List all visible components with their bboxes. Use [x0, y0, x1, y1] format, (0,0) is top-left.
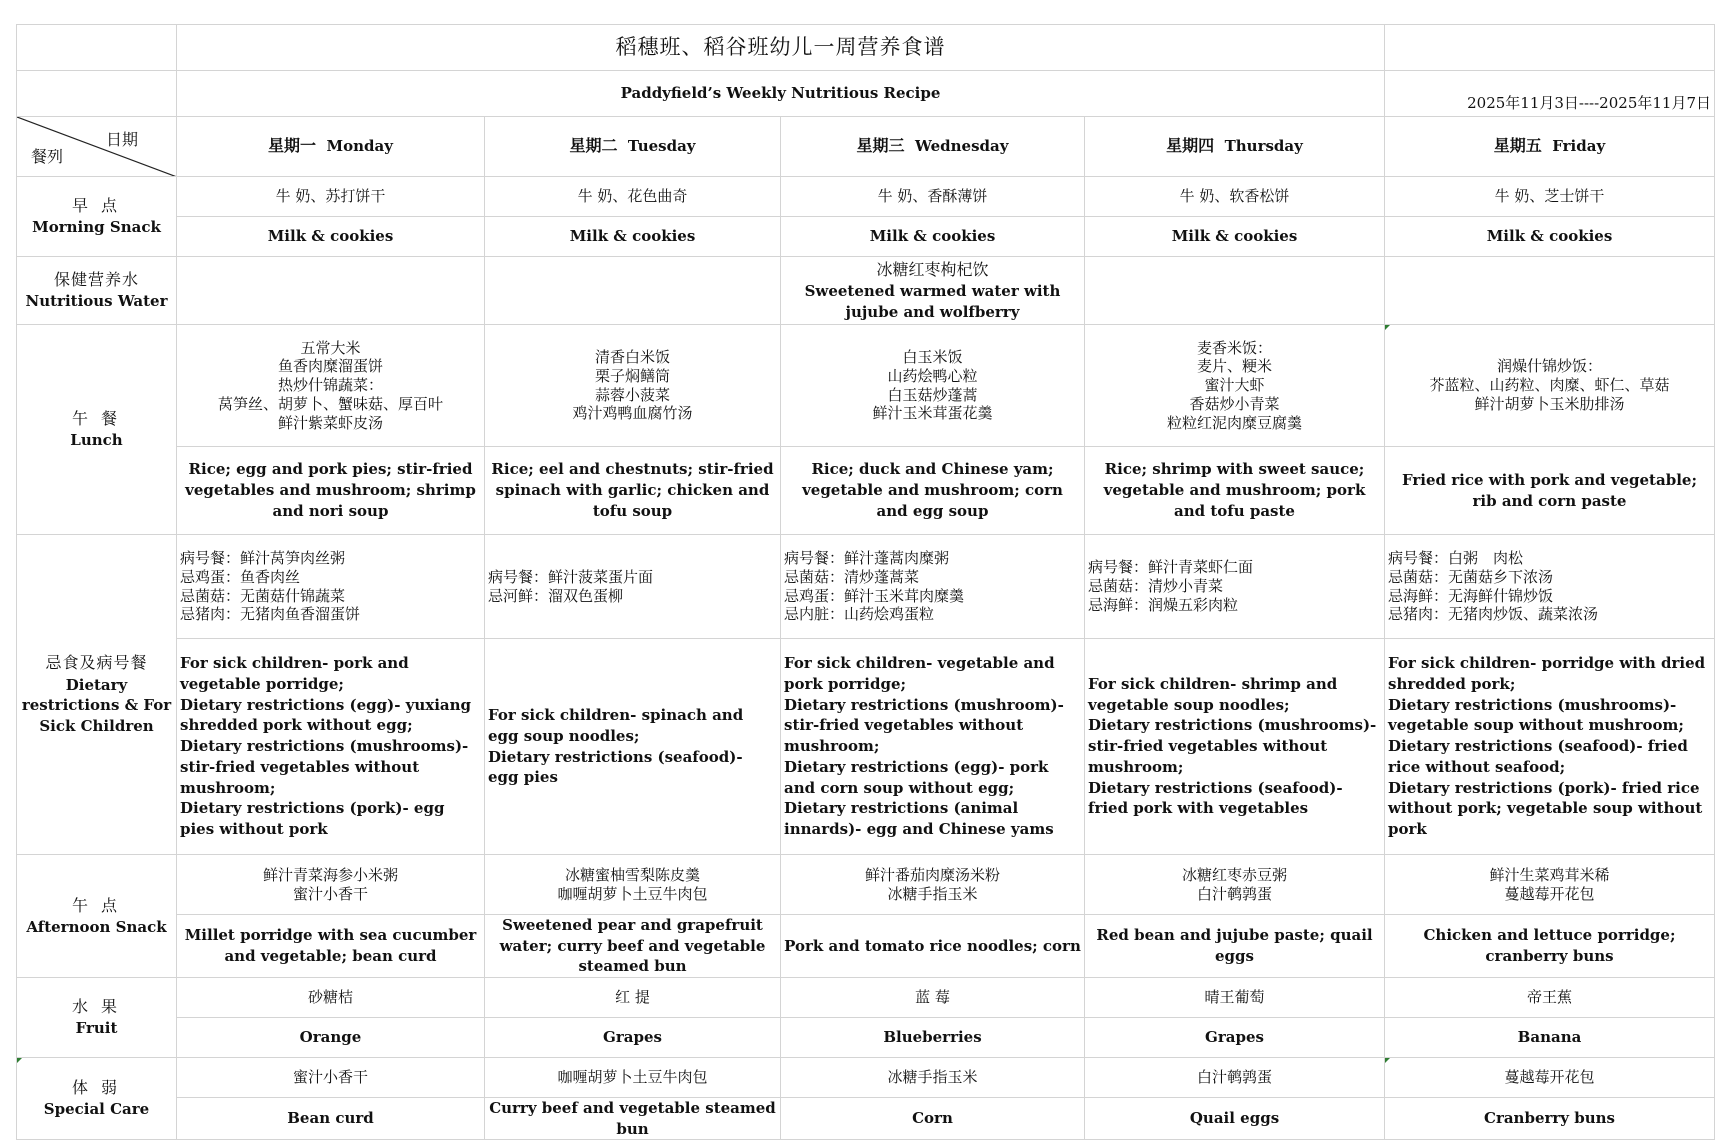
fruit-en-wed: Blueberries — [781, 1018, 1085, 1058]
afternoon-en-thu: Red bean and jujube paste; quail eggs — [1085, 915, 1385, 978]
fruit-en-mon: Orange — [177, 1018, 485, 1058]
meal-label-lunch — [17, 325, 177, 535]
morning-cn-fri: 牛 奶、芝士饼干 — [1385, 177, 1715, 217]
day-header-monday — [177, 117, 485, 177]
water-mon — [177, 257, 485, 325]
fruit-cn-fri: 帝王蕉 — [1385, 978, 1715, 1018]
morning-cn-wed: 牛 奶、香酥薄饼 — [781, 177, 1085, 217]
special-cn-tue: 咖喱胡萝卜土豆牛肉包 — [485, 1058, 781, 1098]
day-en: Tuesday — [627, 137, 696, 156]
lunch-cn-mon: 五常大米 鱼香肉糜溜蛋饼 热炒什锦蔬菜： 莴笋丝、胡萝卜、蟹味菇、厚百叶 鲜汁紫菜虾皮汤 — [177, 325, 485, 447]
morning-en-mon: Milk & cookies — [177, 217, 485, 257]
blank-cell — [17, 25, 177, 71]
title-chinese: 稻穗班、稻谷班幼儿一周营养食谱 — [177, 25, 1385, 71]
fruit-en-tue: Grapes — [485, 1018, 781, 1058]
weekly-menu-table — [16, 24, 1715, 1140]
lunch-en-mon: Rice; egg and pork pies; stir-fried vegetables and mushroom; shrimp and nori soup — [177, 447, 485, 535]
day-en: Wednesday — [914, 137, 1009, 156]
day-cn: 星期二 — [569, 136, 618, 156]
water-tue — [485, 257, 781, 325]
lunch-en-thu: Rice; shrimp with sweet sauce; vegetable and mushroom; pork and tofu paste — [1085, 447, 1385, 535]
meal-en: Afternoon Snack — [26, 917, 167, 936]
dietary-en-mon: For sick children- pork and vegetable porridge; Dietary restrictions (egg)- yuxiang shredded pork without egg; Dietary restrictions (mushrooms)-stir-fried vegetables without mushroom; Dietary restrictions (pork)- egg pies without pork — [177, 639, 485, 855]
fruit-cn-wed: 蓝 莓 — [781, 978, 1085, 1018]
lunch-cn-tue: 清香白米饭 栗子焖鳝筒 蒜蓉小菠菜 鸡汁鸡鸭血腐竹汤 — [485, 325, 781, 447]
afternoon-en-fri: Chicken and lettuce porridge; cranberry buns — [1385, 915, 1715, 978]
day-cn: 星期一 — [268, 136, 317, 156]
meal-en: Fruit — [75, 1019, 118, 1038]
meal-label-morning-snack — [17, 177, 177, 257]
day-header-wednesday — [781, 117, 1085, 177]
day-en: Thursday — [1224, 137, 1303, 156]
day-header-tuesday — [485, 117, 781, 177]
water-fri — [1385, 257, 1715, 325]
water-thu — [1085, 257, 1385, 325]
meal-cn: 保健营养水 — [53, 270, 139, 290]
fruit-cn-tue: 红 提 — [485, 978, 781, 1018]
meal-en: Dietary restrictions & For Sick Children — [21, 675, 172, 735]
day-en: Friday — [1552, 137, 1606, 156]
meal-label-special-care — [17, 1058, 177, 1140]
special-cn-fri: 蔓越莓开花包 — [1385, 1058, 1715, 1098]
special-en-mon: Bean curd — [177, 1098, 485, 1140]
morning-cn-thu: 牛 奶、软香松饼 — [1085, 177, 1385, 217]
afternoon-en-tue: Sweetened pear and grapefruit water; curry beef and vegetable steamed bun — [485, 915, 781, 978]
special-cn-thu: 白汁鹌鹑蛋 — [1085, 1058, 1385, 1098]
blank-cell — [17, 71, 177, 117]
blank-cell — [1385, 25, 1715, 71]
dietary-cn-tue: 病号餐：鲜汁菠菜蛋片面 忌河鲜：溜双色蛋柳 — [485, 535, 781, 639]
meal-en: Morning Snack — [32, 218, 161, 237]
fruit-cn-thu: 晴王葡萄 — [1085, 978, 1385, 1018]
morning-en-wed: Milk & cookies — [781, 217, 1085, 257]
header-corner-cell — [17, 117, 177, 177]
special-en-thu: Quail eggs — [1085, 1098, 1385, 1140]
dietary-cn-fri: 病号餐：白粥 肉松 忌菌菇：无菌菇乡下浓汤 忌海鲜：无海鲜什锦炒饭 忌猪肉：无猪肉炒饭、蔬菜浓汤 — [1385, 535, 1715, 639]
afternoon-cn-mon: 鲜汁青菜海参小米粥 蜜汁小香干 — [177, 855, 485, 915]
fruit-en-fri: Banana — [1385, 1018, 1715, 1058]
morning-en-tue: Milk & cookies — [485, 217, 781, 257]
lunch-cn-thu: 麦香米饭： 麦片、粳米 蜜汁大虾 香菇炒小青菜 粒粒红泥肉糜豆腐羹 — [1085, 325, 1385, 447]
afternoon-cn-thu: 冰糖红枣赤豆粥 白汁鹌鹑蛋 — [1085, 855, 1385, 915]
afternoon-cn-wed: 鲜汁番茄肉糜汤米粉 冰糖手指玉米 — [781, 855, 1085, 915]
meal-label-nutritious-water — [17, 257, 177, 325]
special-cn-wed: 冰糖手指玉米 — [781, 1058, 1085, 1098]
meal-en: Nutritious Water — [25, 292, 168, 311]
afternoon-cn-tue: 冰糖蜜柚雪梨陈皮羹 咖喱胡萝卜土豆牛肉包 — [485, 855, 781, 915]
dietary-en-wed: For sick children- vegetable and pork porridge; Dietary restrictions (mushroom)- stir-fried vegetables without mushroom; Dietary restrictions (egg)- pork and corn soup without egg; Dietary restrictions (animal innards)- egg and Chinese yams — [781, 639, 1085, 855]
fruit-cn-mon: 砂糖桔 — [177, 978, 485, 1018]
meal-label-dietary — [17, 535, 177, 855]
water-cn: 冰糖红枣枸杞饮 — [876, 259, 989, 279]
day-cn: 星期五 — [1493, 136, 1542, 156]
meal-label-afternoon-snack — [17, 855, 177, 978]
morning-cn-tue: 牛 奶、花色曲奇 — [485, 177, 781, 217]
morning-en-thu: Milk & cookies — [1085, 217, 1385, 257]
day-header-friday — [1385, 117, 1715, 177]
dietary-en-thu: For sick children- shrimp and vegetable soup noodles; Dietary restrictions (mushrooms)-stir-fried vegetables without mushroom; Dietary restrictions (seafood)- fried pork with vegetables — [1085, 639, 1385, 855]
meal-cn: 水 果 — [71, 997, 122, 1017]
meal-en: Lunch — [70, 431, 123, 450]
day-cn: 星期三 — [856, 136, 905, 156]
afternoon-en-mon: Millet porridge with sea cucumber and vegetable; bean curd — [177, 915, 485, 978]
dietary-cn-thu: 病号餐：鲜汁青菜虾仁面 忌菌菇：清炒小青菜 忌海鲜：润燥五彩肉粒 — [1085, 535, 1385, 639]
afternoon-en-wed: Pork and tomato rice noodles; corn — [781, 915, 1085, 978]
corner-date-label: 日期 — [105, 130, 138, 149]
dietary-en-tue: For sick children- spinach and egg soup noodles; Dietary restrictions (seafood)- egg pies — [485, 639, 781, 855]
meal-cn: 早 点 — [71, 196, 122, 216]
morning-en-fri: Milk & cookies — [1385, 217, 1715, 257]
lunch-cn-fri: 润燥什锦炒饭： 芥蓝粒、山药粒、肉糜、虾仁、草菇 鲜汁胡萝卜玉米肋排汤 — [1385, 325, 1715, 447]
lunch-en-fri: Fried rice with pork and vegetable; rib and corn paste — [1385, 447, 1715, 535]
special-en-fri: Cranberry buns — [1385, 1098, 1715, 1140]
dietary-en-fri: For sick children- porridge with dried shredded pork; Dietary restrictions (mushrooms)- vegetable soup without mushroom; Dietary restrictions (seafood)- fried rice without seafood; Dietary restrictions (pork)- fried rice without pork; vegetable soup without pork — [1385, 639, 1715, 855]
meal-en: Special Care — [43, 1100, 150, 1119]
lunch-en-wed: Rice; duck and Chinese yam; vegetable and mushroom; corn and egg soup — [781, 447, 1085, 535]
day-en: Monday — [326, 137, 393, 156]
dietary-cn-mon: 病号餐：鲜汁莴笋肉丝粥 忌鸡蛋：鱼香肉丝 忌菌菇：无菌菇什锦蔬菜 忌猪肉：无猪肉鱼香溜蛋饼 — [177, 535, 485, 639]
lunch-en-tue: Rice; eel and chestnuts; stir-fried spinach with garlic; chicken and tofu soup — [485, 447, 781, 535]
date-range: 2025年11月3日----2025年11月7日 — [1385, 71, 1715, 117]
water-en: Sweetened warmed water with jujube and wolfberry — [804, 281, 1061, 321]
water-wed — [781, 257, 1085, 325]
fruit-en-thu: Grapes — [1085, 1018, 1385, 1058]
dietary-cn-wed: 病号餐：鲜汁蓬蒿肉糜粥 忌菌菇：清炒蓬蒿菜 忌鸡蛋：鲜汁玉米茸肉糜羹 忌内脏：山药烩鸡蛋粒 — [781, 535, 1085, 639]
special-en-tue: Curry beef and vegetable steamed bun — [485, 1098, 781, 1140]
meal-cn: 忌食及病号餐 — [45, 653, 148, 673]
meal-cn: 午 餐 — [71, 409, 122, 429]
meal-cn: 午 点 — [71, 895, 122, 915]
corner-meal-label: 餐列 — [31, 146, 64, 166]
lunch-cn-wed: 白玉米饭 山药烩鸭心粒 白玉菇炒蓬蒿 鲜汁玉米茸蛋花羹 — [781, 325, 1085, 447]
title-english: Paddyfield’s Weekly Nutritious Recipe — [177, 71, 1385, 117]
meal-label-fruit — [17, 978, 177, 1058]
afternoon-cn-fri: 鲜汁生菜鸡茸米稀 蔓越莓开花包 — [1385, 855, 1715, 915]
morning-cn-mon: 牛 奶、苏打饼干 — [177, 177, 485, 217]
meal-cn: 体 弱 — [71, 1078, 122, 1098]
special-en-wed: Corn — [781, 1098, 1085, 1140]
day-cn: 星期四 — [1166, 136, 1215, 156]
special-cn-mon: 蜜汁小香干 — [177, 1058, 485, 1098]
day-header-thursday — [1085, 117, 1385, 177]
